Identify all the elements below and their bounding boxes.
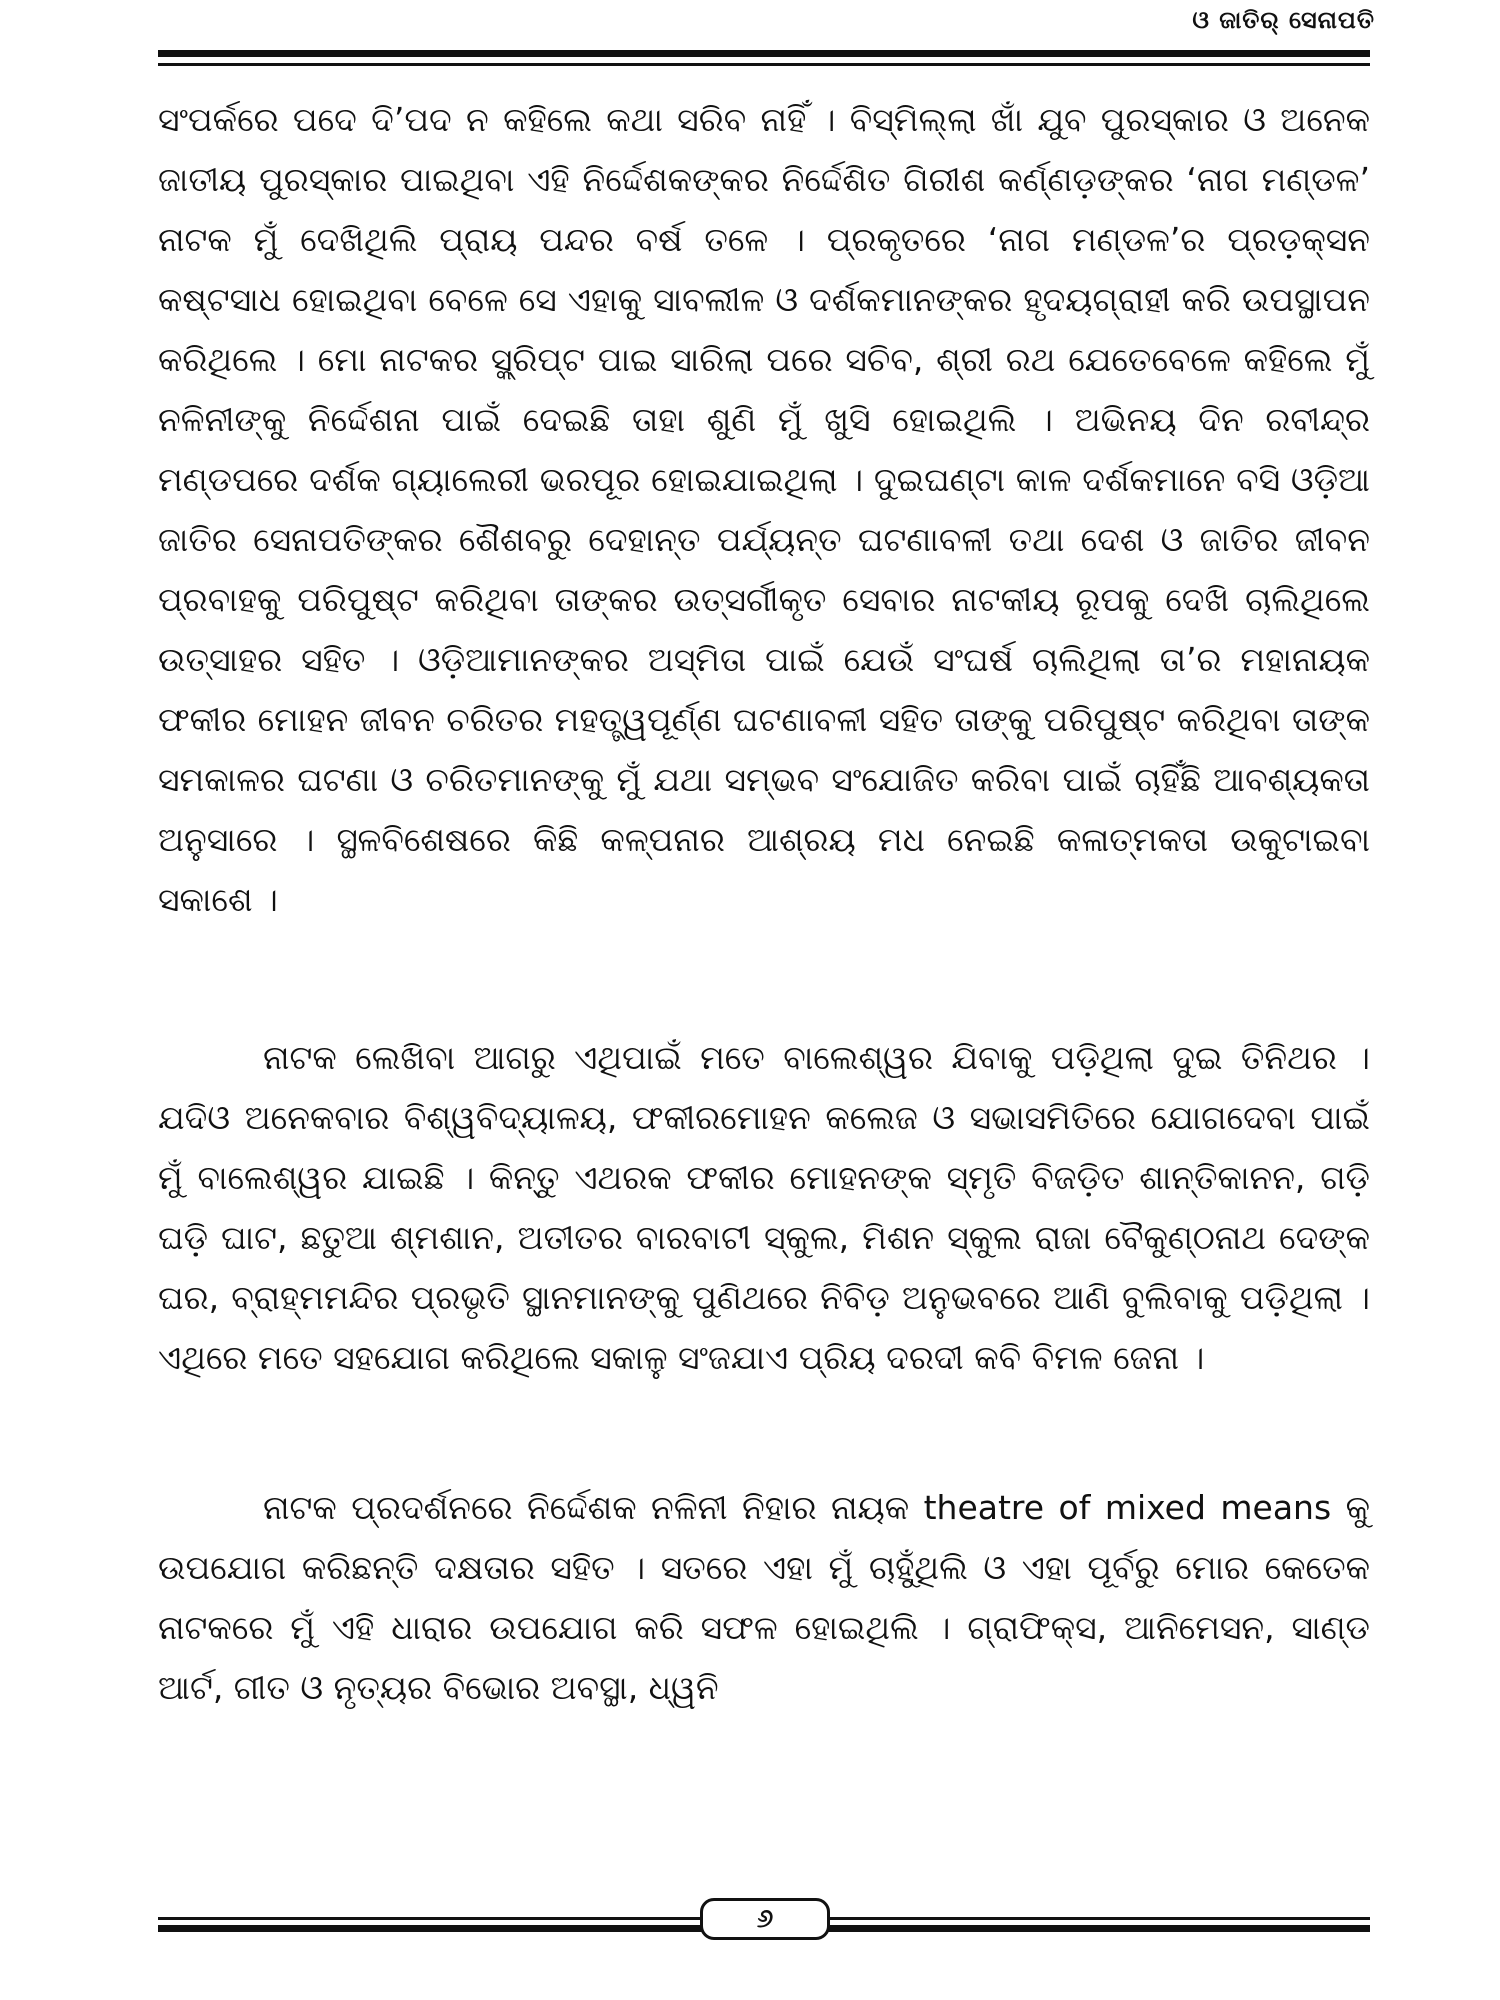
paragraph-1: ସଂପର୍କରେ ପଦେ ଦି’ପଦ ନ କହିଲେ କଥା ସରିବ ନାହିଁ । ବିସ୍ମିଲ୍ଲା ଖାଁ ଯୁବ ପୁରସ୍କାର ଓ ଅନେକ ଜାତୀୟ ପୁରସ୍କାର ପାଇଥିବା ଏହି ନିର୍ଦ୍ଦେଶକଙ୍କର ନିର୍ଦ୍ଦେଶିତ ଗିରୀଶ କର୍ଣ୍ଣଡ଼ଙ୍କର ‘ନାଗ ମଣ୍ଡଳ’ ନାଟକ ମୁଁ ଦେଖିଥିଲି ପ୍ରାୟ ପନ୍ଦର ବର୍ଷ ତଳେ । ପ୍ରକୃତରେ ‘ନାଗ ମଣ୍ଡଳ’ର ପ୍ରଡ଼କ୍ସନ କଷ୍ଟସାଧ ହୋଇଥିବା ବେଳେ ସେ ଏହାକୁ ସାବଲୀଳ ଓ ଦର୍ଶକମାନଙ୍କର ହୃଦୟଗ୍ରାହୀ କରି ଉପସ୍ଥାପନ କରିଥିଲେ । ମୋ ନାଟକର ସ୍କ୍ରିପ୍ଟ ପାଇ ସାରିଲା ପରେ ସଚିବ, ଶ୍ରୀ ରଥ ଯେତେବେଳେ କହିଲେ ମୁଁ ନଳିନୀଙ୍କୁ ନିର୍ଦ୍ଦେଶନା ପାଇଁ ଦେଇଛି ତାହା ଶୁଣି ମୁଁ ଖୁସି ହୋଇଥିଲି । ଅଭିନୟ ଦିନ ରବୀନ୍ଦ୍ର ମଣ୍ଡପରେ ଦର୍ଶକ ଗ୍ୟାଲେରୀ ଭରପୂର ହୋଇଯାଇଥିଲା । ଦୁଇଘଣ୍ଟା କାଳ ଦର୍ଶକମାନେ ବସି ଓଡ଼ିଆ ଜାତିର ସେନାପତିଙ୍କର ଶୈଶବରୁ ଦେହାନ୍ତ ପର୍ଯ୍ୟନ୍ତ ଘଟଣାବଳୀ ତଥା ଦେଶ ଓ ଜାତିର ଜୀବନ ପ୍ରବାହକୁ ପରିପୁଷ୍ଟ କରିଥିବା ତାଙ୍କର ଉତ୍ସର୍ଗୀକୃତ ସେବାର ନାଟକୀୟ ରୂପକୁ ଦେଖି ଚାଲିଥିଲେ ଉତ୍ସାହର ସହିତ । ଓଡ଼ିଆମାନଙ୍କର ଅସ୍ମିତା ପାଇଁ ଯେଉଁ ସଂଘର୍ଷ ଚାଲିଥିଲା ତା’ର ମହାନାୟକ ଫକୀର ମୋହନ ଜୀବନ ଚରିତର ମହତ୍ତ୍ୱପୂର୍ଣ୍ଣ ଘଟଣାବଳୀ ସହିତ ତାଙ୍କୁ ପରିପୁଷ୍ଟ କରିଥିବା ତାଙ୍କ ସମକାଳର ଘଟଣା ଓ ଚରିତମାନଙ୍କୁ ମୁଁ ଯଥା ସମ୍ଭବ ସଂଯୋଜିତ କରିବା ପାଇଁ ଚାହିଁଛି ଆବଶ୍ୟକତା ଅନୁସାରେ । ସ୍ଥଳବିଶେଷରେ କିଛି କଳ୍ପନାର ଆଶ୍ରୟ ମଧ ନେଇଛି କଳାତ୍ମକତା ଉକୁଟାଇବା ସକାଶେ । [158, 100, 1370, 919]
page-number: ୬ [700, 1898, 830, 1940]
header-rule-thin [158, 63, 1370, 66]
header-rule-thick [158, 50, 1370, 57]
page-body [158, 90, 1370, 1718]
paragraph-3: ନାଟକ ପ୍ରଦର୍ଶନରେ ନିର୍ଦ୍ଦେଶକ ନଳିନୀ ନିହାର ନାୟକ theatre of mixed means କୁ ଉପଯୋଗ କରିଛନ୍ତି ଦକ୍ଷତାର ସହିତ । ସତରେ ଏହା ମୁଁ ଚାହୁଁଥିଲି ଓ ଏହା ପୂର୍ବରୁ ମୋର କେତେକ ନାଟକରେ ମୁଁ ଏହି ଧାରାର ଉପଯୋଗ କରି ସଫଳ ହୋଇଥିଲି । ଗ୍ରାଫିକ୍ସ, ଆନିମେସନ, ସାଣ୍ଡ ଆର୍ଟ, ଗୀତ ଓ ନୃତ୍ୟର ବିଭୋର ଅବସ୍ଥା, ଧ୍ୱନି [158, 1488, 1370, 1707]
running-head-title: ଓ ଜାତିର୍ ସେନାପତି [1192, 6, 1375, 34]
paragraph-2: ନାଟକ ଲେଖିବା ଆଗରୁ ଏଥିପାଇଁ ମତେ ବାଲେଶ୍ୱର ଯିବାକୁ ପଡ଼ିଥିଲା ଦୁଇ ତିନିଥର । ଯଦିଓ ଅନେକବାର ବିଶ୍ୱବିଦ୍ୟାଳୟ, ଫକୀରମୋହନ କଲେଜ ଓ ସଭାସମିତିରେ ଯୋଗଦେବା ପାଇଁ ମୁଁ ବାଲେଶ୍ୱର ଯାଇଛି । କିନ୍ତୁ ଏଥରକ ଫକୀର ମୋହନଙ୍କ ସ୍ମୃତି ବିଜଡ଼ିତ ଶାନ୍ତିକାନନ, ଗଡ଼ି ଘଡ଼ି ଘାଟ, ଛତୁଆ ଶ୍ମଶାନ, ଅତୀତର ବାରବାଟୀ ସ୍କୁଲ, ମିଶନ ସ୍କୁଲ ରାଜା ବୈକୁଣ୍ଠନାଥ ଦେଙ୍କ ଘର, ବ୍ରାହ୍ମମନ୍ଦିର ପ୍ରଭୃତି ସ୍ଥାନମାନଙ୍କୁ ପୁଣିଥରେ ନିବିଡ଼ ଅନୁଭବରେ ଆଣି ବୁଲିବାକୁ ପଡ଼ିଥିଲା । ଏଥିରେ ମତେ ସହଯୋଗ କରିଥିଲେ ସକାଳୁ ସଂଜଯାଏ ପ୍ରିୟ ଦରଦୀ କବି ବିମଳ ଜେନା । [158, 1038, 1370, 1377]
